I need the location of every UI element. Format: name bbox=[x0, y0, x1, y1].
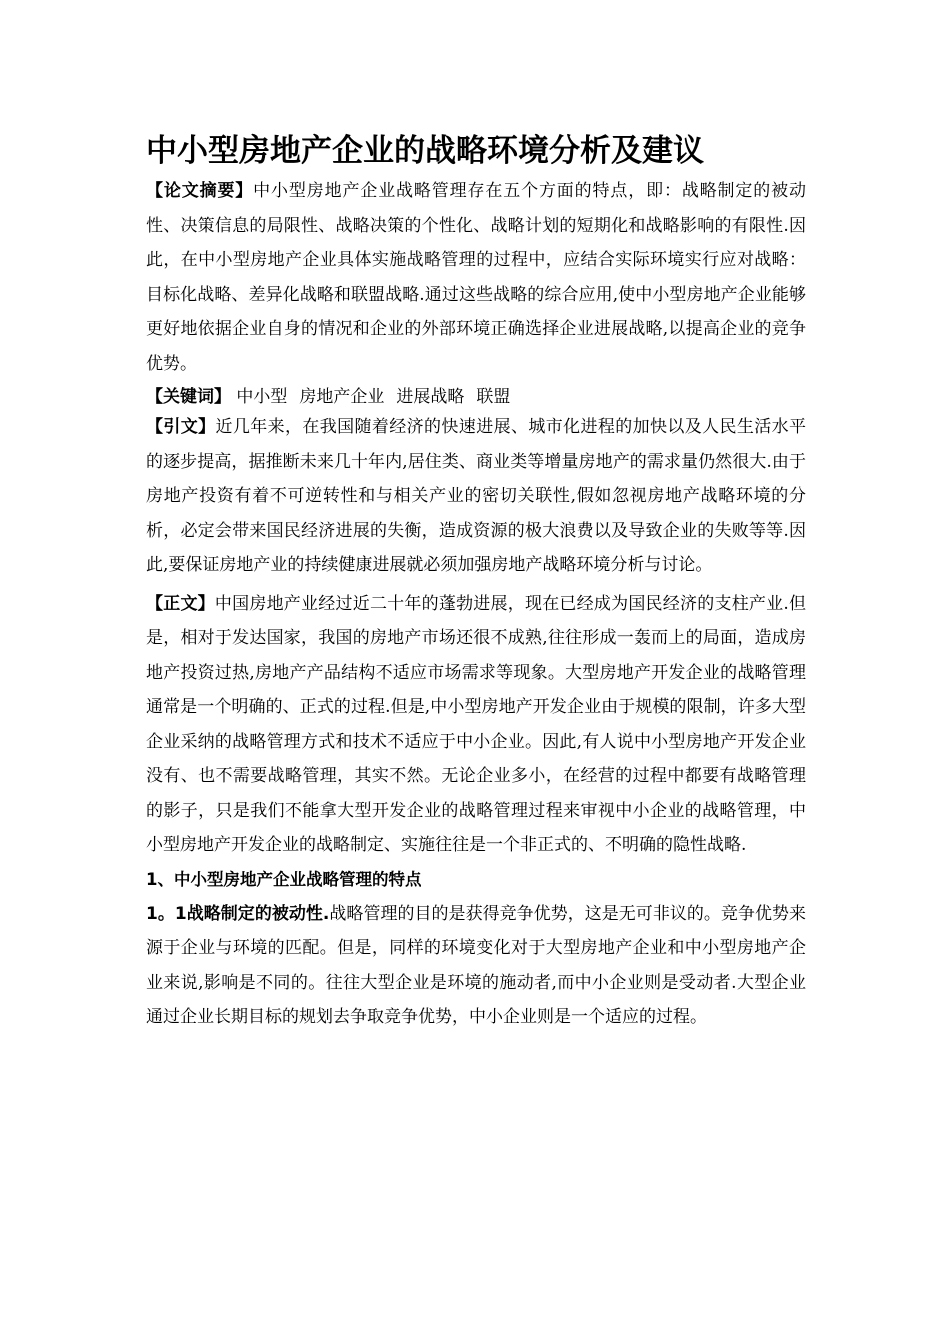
abstract-paragraph bbox=[146, 174, 806, 381]
introduction-label: 【引文】 bbox=[146, 417, 216, 437]
body-label: 【正文】 bbox=[146, 593, 215, 614]
document-page bbox=[146, 128, 806, 1035]
section-text: 战略管理的目的是获得竞争优势，这是无可非议的。竞争优势来源于企业与环境的匹配。但是，同样的环境变化对于大型房地产企业和中小型房地产企业来说,影响是不同的。往往大型企业是环境的施动者,而中小企业则是受动者.大型企业通过企业长期目标的规划去争取竞争优势，中小企业则是一个适应的过程。 bbox=[146, 903, 807, 1027]
section-paragraph bbox=[146, 897, 806, 1035]
abstract-text: 中小型房地产企业战略管理存在五个方面的特点，即：战略制定的被动性、决策信息的局限性、战略决策的个性化、战略计划的短期化和战略影响的有限性.因此，在中小型房地产企业具体实施战略管理的过程中，应结合实际环境实行应对战略：目标化战略、差异化战略和联盟战略.通过这些战略的综合应用,使中小型房地产企业能够更好地依据企业自身的情况和企业的外部环境正确选择企业进展战略,以提高企业的竞争优势。 bbox=[146, 181, 807, 374]
keywords-label: 【关键词】 bbox=[146, 387, 231, 407]
abstract-label: 【论文摘要】 bbox=[146, 181, 254, 201]
sub-section-label: 1。1战略制定的被动性. bbox=[146, 903, 330, 924]
keyword-item: 房地产企业 bbox=[299, 387, 385, 407]
keywords-paragraph bbox=[146, 385, 806, 410]
keyword-item: 进展战略 bbox=[396, 387, 465, 407]
introduction-paragraph bbox=[146, 410, 806, 583]
body-text: 中国房地产业经过近二十年的蓬勃进展，现在已经成为国民经济的支柱产业.但是，相对于发达国家，我国的房地产市场还很不成熟,往往形成一轰而上的局面，造成房地产投资过热,房地产产品结构不适应市场需求等现象。大型房地产开发企业的战略管理通常是一个明确的、正式的过程.但是,中小型房地产开发企业由于规模的限制，许多大型企业采纳的战略管理方式和技术不适应于中小企业。因此,有人说中小型房地产开发企业没有、也不需要战略管理，其实不然。无论企业多小，在经营的过程中都要有战略管理的影子，只是我们不能拿大型开发企业的战略管理过程来审视中小企业的战略管理，中小型房地产开发企业的战略制定、实施往往是一个非正式的、不明确的隐性战略. bbox=[146, 593, 806, 855]
document-title: 中小型房地产企业的战略环境分析及建议 bbox=[146, 133, 704, 169]
introduction-text: 近几年来，在我国随着经济的快速进展、城市化进程的加快以及人民生活水平的逐步提高，据推断未来几十年内,居住类、商业类等增量房地产的需求量仍然很大.由于房地产投资有着不可逆转性和与相关产业的密切关联性,假如忽视房地产战略环境的分析，必定会带来国民经济进展的失衡，造成资源的极大浪费以及导致企业的失败等等.因此,要保证房地产业的持续健康进展就必须加强房地产战略环境分析与讨论。 bbox=[146, 417, 807, 575]
keyword-item: 联盟 bbox=[476, 387, 511, 407]
keyword-item: 中小型 bbox=[236, 387, 288, 407]
body-paragraph bbox=[146, 587, 806, 863]
section-heading: 1、中小型房地产企业战略管理的特点 bbox=[146, 869, 422, 889]
